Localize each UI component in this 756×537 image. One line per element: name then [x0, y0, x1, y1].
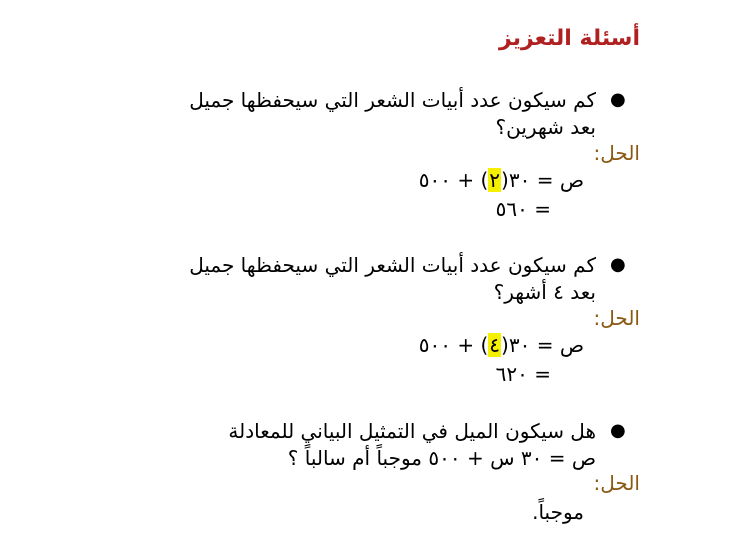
question-3-answer: موجباً. [532, 500, 584, 524]
question-2-equation [419, 333, 584, 357]
equation-prefix: ص = ٣٠( [501, 168, 584, 192]
question-3-line-1: هل سيكون الميل في التمثيل البياني للمعادلة [228, 419, 596, 443]
question-1-line-2: بعد شهرين؟ [495, 115, 596, 139]
question-2-line-1: كم سيكون عدد أبيات الشعر التي سيحفظها جميل [189, 253, 596, 277]
highlighted-value: ٢ [489, 168, 501, 192]
question-2-result: = ٦٢٠ [495, 362, 551, 386]
question-2-line-2: بعد ٤ أشهر؟ [493, 280, 596, 304]
solution-label-3: الحل: [593, 471, 640, 495]
equation-suffix: ) + ٥٠٠ [418, 333, 489, 357]
question-1-equation [419, 168, 584, 192]
equation-prefix: ص = ٣٠( [501, 333, 584, 357]
page-title: أسئلة التعزيز [499, 26, 640, 51]
question-1-line-1: كم سيكون عدد أبيات الشعر التي سيحفظها جميل [189, 88, 596, 112]
highlighted-value: ٤ [489, 333, 501, 357]
question-1-result: = ٥٦٠ [495, 197, 551, 221]
solution-label-2: الحل: [593, 306, 640, 330]
question-3-line-2: ص = ٣٠ س + ٥٠٠ موجباً أم سالباً ؟ [287, 446, 596, 470]
equation-suffix: ) + ٥٠٠ [418, 168, 489, 192]
bullet-icon: ● [610, 420, 626, 441]
bullet-icon: ● [610, 254, 626, 275]
solution-label-1: الحل: [593, 141, 640, 165]
bullet-icon: ● [610, 89, 626, 110]
